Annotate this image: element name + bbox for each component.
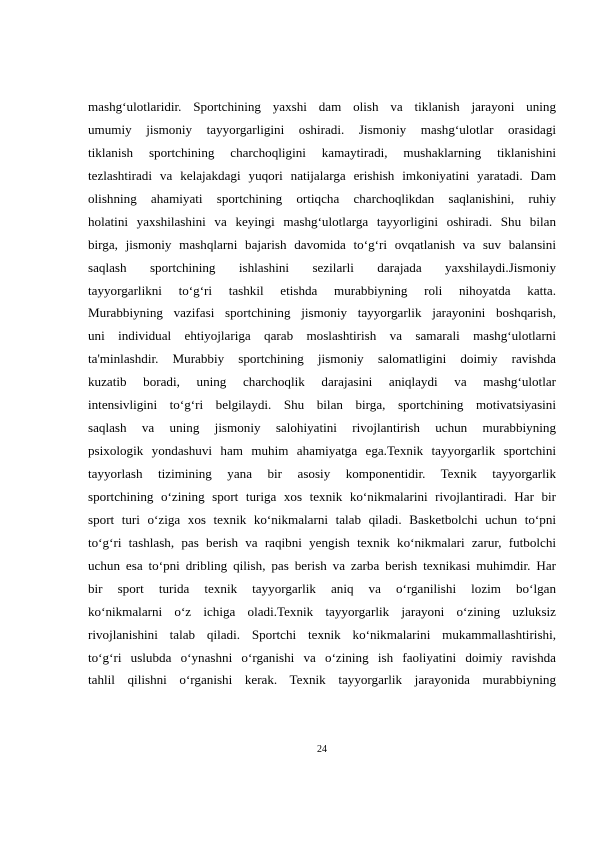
text-line: tayyorgarlikni to‘g‘ri tashkil etishda murabbiyning roli nihoyatda katta. (88, 282, 556, 298)
text-line: Murabbiyning vazifasi sportchining jismoniy tayyorgarlik jarayonini boshqarish, (88, 305, 556, 321)
text-line: sport turi o‘ziga xos texnik ko‘nikmalarni talab qiladi. Basketbolchi uchun to‘pni (88, 511, 556, 527)
text-line: umumiy jismoniy tayyorgarligini oshiradi. Jismoniy mashg‘ulotlar orasidagi (88, 121, 556, 137)
text-line: intensivligini to‘g‘ri belgilaydi. Shu bilan birga, sportchining motivatsiyasini (88, 397, 556, 413)
text-line: olishning ahamiyati sportchining ortiqcha charchoqlikdan saqlanishini, ruhiy (88, 190, 556, 206)
text-line: uchun esa to‘pni dribling qilish, pas berish va zarba berish texnikasi muhimdir. Har (88, 557, 556, 573)
text-line: birga, jismoniy mashqlarni bajarish davomida to‘g‘ri ovqatlanish va suv balansini (88, 236, 556, 252)
text-line: uni individual ehtiyojlariga qarab moslashtirish va samarali mashg‘ulotlarni (88, 328, 556, 344)
body-paragraph (88, 96, 556, 692)
text-line: to‘g‘ri tashlash, pas berish va raqibni yengish texnik ko‘nikmalari zarur, futbolchi (88, 534, 556, 550)
text-line: rivojlanishini talab qiladi. Sportchi texnik ko‘nikmalarini mukammallashtirishi, (88, 626, 556, 642)
text-line: tezlashtiradi va kelajakdagi yuqori natijalarga erishish imkoniyatini yaratadi. Dam (88, 167, 556, 183)
page-number: 24 (317, 744, 327, 755)
text-line: tayyorlash tizimining yana bir asosiy komponentidir. Texnik tayyorgarlik (88, 466, 556, 481)
text-line: ko‘nikmalarni o‘z ichiga oladi.Texnik tayyorgarlik jarayoni o‘zining uzluksiz (88, 603, 556, 619)
text-line: saqlash va uning jismoniy salohiyatini rivojlantirish uchun murabbiyning (88, 420, 556, 436)
text-line: psixologik yondashuvi ham muhim ahamiyatga ega.Texnik tayyorgarlik sportchini (88, 443, 556, 459)
text-line: holatini yaxshilashini va keyingi mashg‘ulotlarga tayyorligini oshiradi. Shu bilan (88, 213, 556, 229)
text-line: kuzatib boradi, uning charchoqlik darajasini aniqlaydi va mashg‘ulotlar (88, 374, 556, 390)
text-line: to‘g‘ri uslubda o‘ynashni o‘rganishi va o‘zining ish faoliyatini doimiy ravishda (88, 649, 556, 665)
text-line: sportchining o‘zining sport turiga xos texnik ko‘nikmalarini rivojlantiradi. Har bir (88, 488, 556, 504)
text-line: saqlash sportchining ishlashini sezilarli darajada yaxshilaydi.Jismoniy (88, 259, 556, 275)
text-line: tiklanish sportchining charchoqligini kamaytiradi, mushaklarning tiklanishini (88, 144, 556, 160)
text-line: bir sport turida texnik tayyorgarlik aniq va o‘rganilishi lozim bo‘lgan (88, 580, 556, 596)
text-line: mashg‘ulotlaridir. Sportchining yaxshi dam olish va tiklanish jarayoni uning (88, 99, 556, 114)
text-line: tahlil qilishni o‘rganishi kerak. Texnik tayyorgarlik jarayonida murabbiyning (88, 672, 556, 688)
text-line: ta'minlashdir. Murabbiy sportchining jismoniy salomatligini doimiy ravishda (88, 351, 556, 367)
